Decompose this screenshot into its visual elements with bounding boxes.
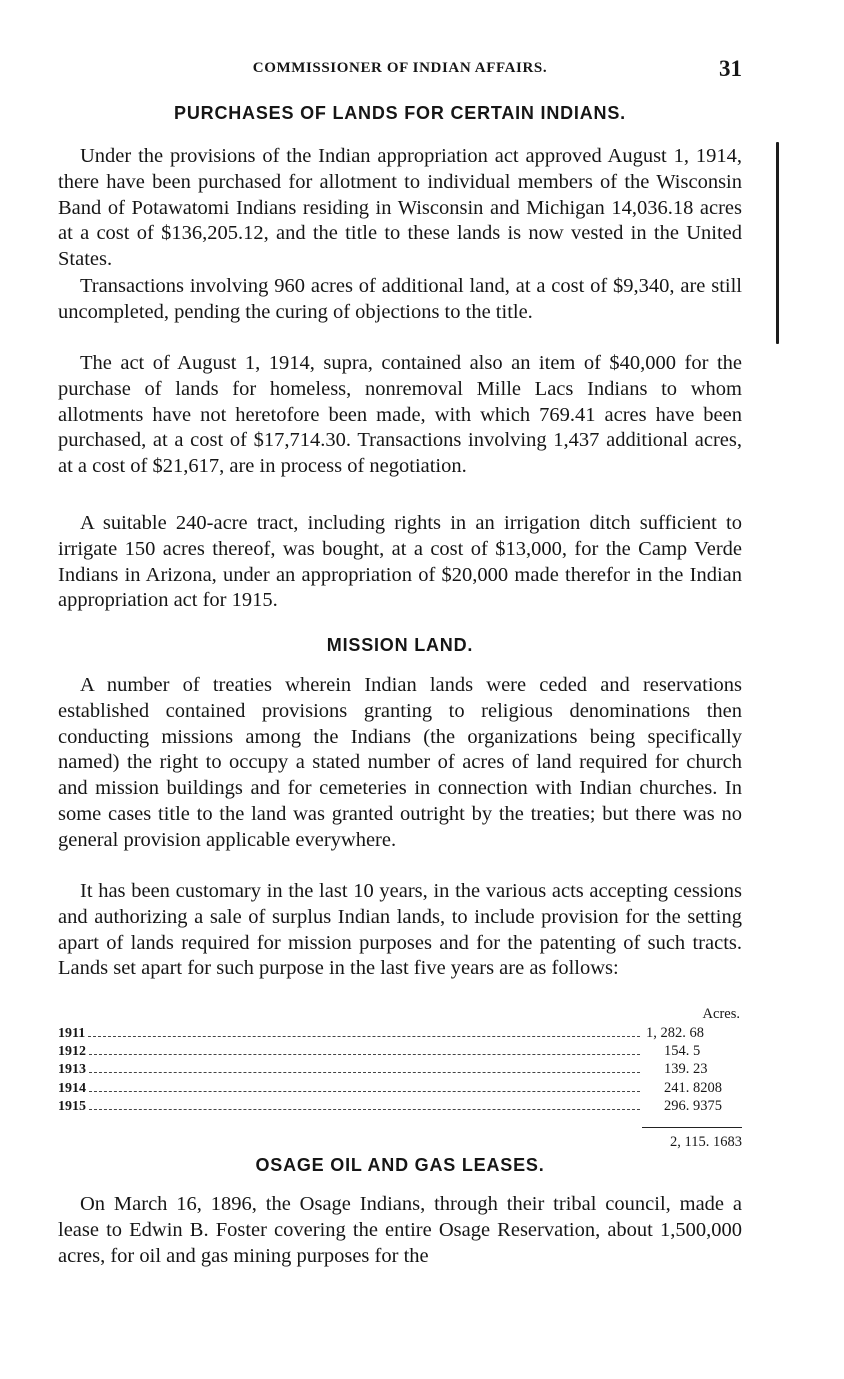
leader-dots bbox=[89, 1072, 640, 1073]
paragraph-purchases-3: The act of August 1, 1914, supra, contained also an item of $40,000 for the purchase of lands for homeless, nonremoval Mille Lacs Indians to whom allotments have not heretofore been made, with which 769.41 acres have been purchased, at a cost of $17,714.30. Transactions involving 1,437 additional acres, at a cost of $21,617, are in process of negotiation. bbox=[58, 352, 742, 478]
table-row bbox=[58, 1060, 742, 1078]
leader-dots bbox=[89, 1054, 640, 1055]
mission-land-table bbox=[58, 1004, 742, 1151]
table-row bbox=[58, 1024, 742, 1042]
paragraph-purchases-4: A suitable 240-acre tract, including rights in an irrigation ditch sufficient to irrigate 150 acres thereof, was bought, at a cost of $13,000, for the Camp Verde Indians in Arizona, under an appropriation of $20,000 made therefor in the Indian appropriation act for 1915. bbox=[58, 512, 742, 612]
section-heading-mission: MISSION LAND. bbox=[326, 635, 474, 655]
table-row bbox=[58, 1079, 742, 1097]
row-acres: 241. 8208 bbox=[664, 1079, 722, 1096]
section-heading-purchases: PURCHASES OF LANDS FOR CERTAIN INDIANS. bbox=[174, 103, 626, 123]
row-acres: 154. 5 bbox=[664, 1043, 701, 1060]
row-year: 1914 bbox=[58, 1080, 86, 1096]
leader-dots bbox=[89, 1091, 640, 1092]
row-acres: 1, 282. 68 bbox=[646, 1025, 704, 1041]
row-year: 1915 bbox=[58, 1098, 86, 1114]
running-head bbox=[58, 56, 742, 86]
table-row bbox=[58, 1097, 742, 1115]
row-acres: 296. 9375 bbox=[664, 1097, 722, 1114]
section-heading-osage: OSAGE OIL AND GAS LEASES. bbox=[255, 1155, 545, 1175]
paragraph-osage-1: On March 16, 1896, the Osage Indians, through their tribal council, made a lease to Edwin B. Foster covering the entire Osage Reservation, about 1,500,000 acres, for oil and gas mining purposes for the bbox=[58, 1193, 742, 1267]
row-year: 1913 bbox=[58, 1062, 86, 1078]
row-year: 1912 bbox=[58, 1044, 86, 1060]
paragraph-mission-2: It has been customary in the last 10 years, in the various acts accepting cessions and authorizing a sale of surplus Indian lands, to include provision for the setting apart of lands required for mission purposes and for the patenting of such tracts. Lands set apart for such purpose in the last five years are as follows: bbox=[58, 880, 742, 980]
paragraph-purchases-2: Transactions involving 960 acres of additional land, at a cost of $9,340, are still uncompleted, pending the curing of objections to the title. bbox=[58, 275, 742, 323]
row-year: 1911 bbox=[58, 1026, 86, 1041]
page-number: 31 bbox=[719, 56, 742, 81]
table-total: 2, 115. 1683 bbox=[670, 1133, 742, 1150]
row-acres: 139. 23 bbox=[664, 1061, 708, 1078]
acres-column-header: Acres. bbox=[702, 1006, 740, 1022]
table-row bbox=[58, 1042, 742, 1060]
paragraph-purchases-1: Under the provisions of the Indian appropriation act approved August 1, 1914, there have been purchased for allotment to individual members of the Wisconsin Band of Potawatomi Indians residing in Wisconsin and Michigan 14,036.18 acres at a cost of $136,205.12, and the title to these lands is now vested in the United States. bbox=[58, 145, 742, 271]
paragraph-mission-1: A number of treaties wherein Indian lands were ceded and reservations established contained provisions granting to religious denominations then conducting missions among the Indians (the organizations being specifically named) the right to occupy a stated number of acres of land required for church and mission buildings and for cemeteries in connection with Indian churches. In some cases title to the land was granted outright by the treaties; but there was no general provision applicable everywhere. bbox=[58, 674, 742, 851]
running-title: COMMISSIONER OF INDIAN AFFAIRS. bbox=[252, 60, 548, 76]
margin-mark bbox=[776, 142, 779, 344]
leader-dots bbox=[88, 1036, 640, 1037]
leader-dots bbox=[89, 1109, 640, 1110]
